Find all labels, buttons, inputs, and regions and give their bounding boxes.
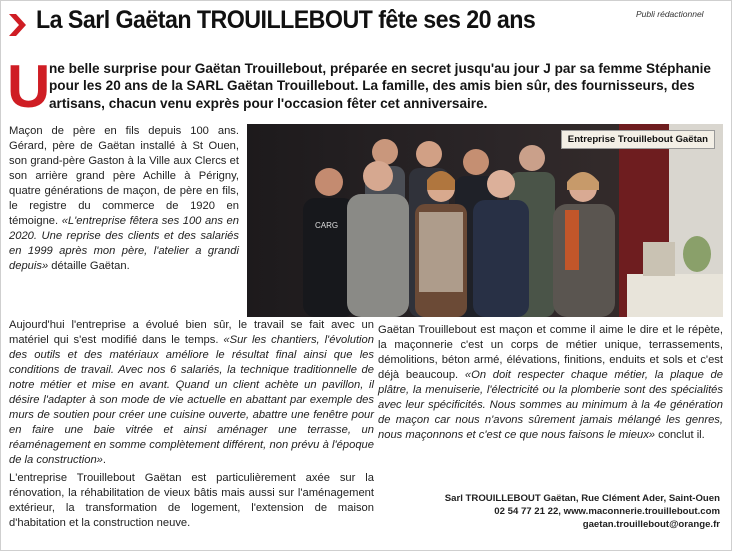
contact-address: Sarl TROUILLEBOUT Gaëtan, Rue Clément Ader, Saint-Ouen [444, 493, 720, 504]
article-column-bottom [9, 318, 374, 534]
paragraph-activities: L'entreprise Trouillebout Gaëtan est particulièrement axée sur la rénovation, la réhabilitation de vieux bâtis mais aussi sur l'aménagement extérieur, la transformation de logement, l'extension de maison d'habitation et la construction neuve. [9, 472, 374, 529]
paragraph-profession [378, 323, 723, 443]
paragraph-history [9, 124, 239, 274]
shirt-logo: CARG [315, 221, 339, 230]
profession-attribution: conclut il. [655, 429, 705, 441]
table [627, 274, 723, 317]
history-quote: «L'entreprise fêtera ses 100 ans en 2020. Une reprise des clients et des salariés en 1999 après mon père, l'atelier a grandi depuis» [9, 215, 239, 272]
history-text: Maçon de père en fils depuis 100 ans. Gérard, père de Gaëtan installé à St Ouen, son grand-père Gaston à la Ville aux Clercs et son arrière grand père Achille à Périgny, quatre générations de maçon, de père en fils, le registre du commerce de 1920 en témoigne. [9, 125, 239, 227]
lead-line: pour les 20 ans de la SARL Gaëtan Trouillebout. La famille, des amis bien sûr, des fournisseurs, des [49, 78, 695, 94]
contact-block [445, 492, 720, 531]
lead-line: ne belle surprise pour Gaëtan Trouillebout, préparée en secret jusqu'au jour J par sa femme Stéphanie [49, 61, 711, 76]
evolution-quote: «Sur les chantiers, l'évolution des outils et des matériaux améliore le résultat final ainsi que les conditions de travail. Avec nos 6 salariés, la technique traditionnelle de notre métier et mise en avant. Quand un client achète un pavillon, il désire l'adapter à son mode de vie actuelle en abattant par exemple des murs de soutien pour créer une cuisine ouverte, abattre une fenêtre pour en faire une baie vitrée et ainsi aménager une terrasse, un réaménagement en somme complètement différent, non prévu à l'époque de la construction» [9, 334, 374, 466]
photo-caption: Entreprise Trouillebout Gaëtan [561, 130, 715, 149]
gift-bag [643, 242, 675, 276]
bouquet [683, 236, 711, 272]
team-photo-illustration [247, 124, 723, 317]
lead-paragraph [49, 60, 727, 112]
chevron-right-icon [6, 12, 28, 38]
publi-tag: Publi rédactionnel [636, 9, 704, 19]
page-title: La Sarl Gaëtan TROUILLEBOUT fête ses 20 ans [36, 6, 536, 34]
evolution-text: Aujourd'hui l'entreprise a évolué bien sûr, le travail se fait avec un matériel qui s'est modifié dans le temps. [9, 319, 374, 346]
lead-line: artisans, chacun venu exprès pour l'occasion fêter cet anniversaire. [49, 95, 488, 111]
contact-phone-web: 02 54 77 21 22, www.maconnerie.trouillebout.com [494, 506, 720, 517]
profession-text: Gaëtan Trouillebout est maçon et comme il aime le dire et le répète, la maçonnerie c'est un corps de métier unique, terrassements, démolitions, béton armé, élévations, finitions, enduits et sols et c'est déjà beaucoup. [378, 324, 723, 381]
drop-cap: U [7, 53, 51, 120]
paragraph-evolution [9, 318, 374, 468]
history-attribution: détaille Gaëtan. [48, 260, 130, 272]
contact-email: gaetan.trouillebout@orange.fr [582, 519, 720, 530]
team-photo [247, 124, 723, 317]
article-column-left [9, 124, 239, 277]
article-column-right [378, 323, 723, 443]
profession-quote: «On doit respecter chaque métier, la plaque de plâtre, la menuiserie, l'électricité ou la plomberie sont des spécialités avec leur spécificités. Nous sommes au minimum à la 4e génération de maçon car nous n'avons sûrement jamais mélangé les genres, nous maçonnons et c'est ce que nous faisons le mieux» [378, 369, 723, 441]
evolution-end: . [102, 454, 107, 466]
